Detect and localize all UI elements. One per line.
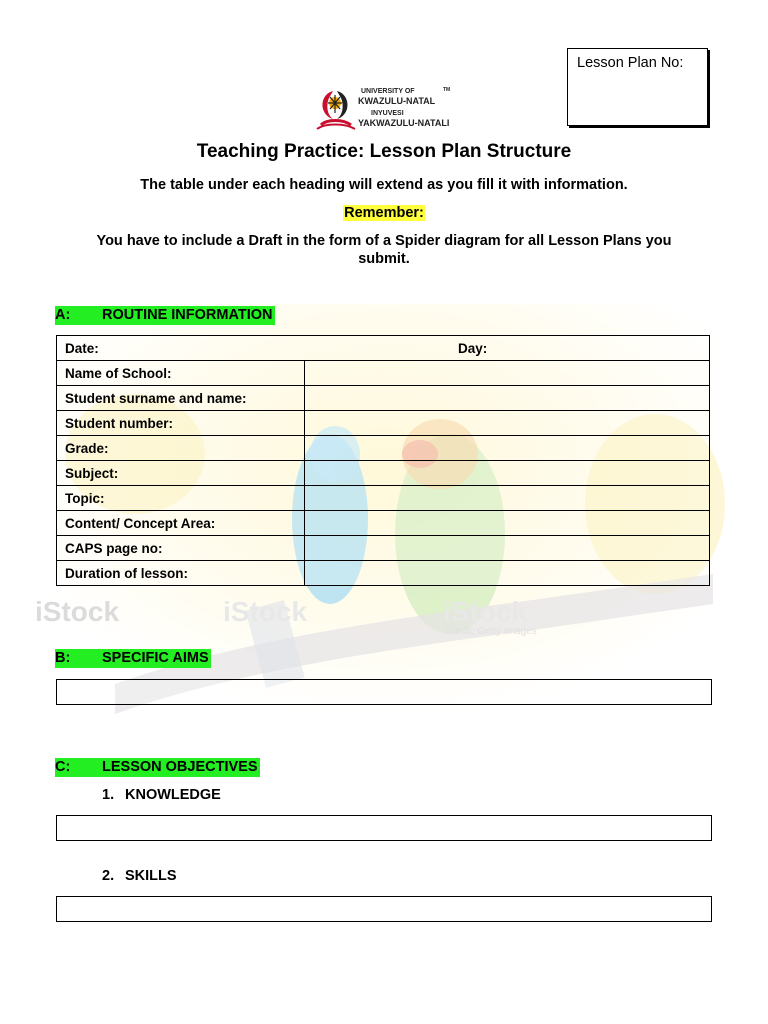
trademark-mark: TM: [443, 87, 451, 93]
date-day-cell[interactable]: [57, 336, 710, 361]
row-input-cell[interactable]: [305, 511, 710, 536]
university-logo: [315, 85, 455, 133]
lesson-plan-number-label: Lesson Plan No:: [577, 55, 684, 71]
logo-line-3: INYUVESI: [371, 110, 404, 117]
row-label: Student surname and name:: [57, 386, 305, 411]
remember-line: [0, 204, 768, 222]
objective-label: KNOWLEDGE: [125, 787, 221, 803]
section-b-title: SPECIFIC AIMS: [102, 650, 209, 666]
lesson-plan-number-box[interactable]: [567, 48, 708, 126]
row-label: Name of School:: [57, 361, 305, 386]
row-input-cell[interactable]: [305, 436, 710, 461]
table-row: [57, 511, 710, 536]
table-row: [57, 386, 710, 411]
row-label: Duration of lesson:: [57, 561, 305, 586]
instruction-text: You have to include a Draft in the form of a Spider diagram for all Lesson Plans you submit.: [96, 233, 672, 267]
row-label: Grade:: [57, 436, 305, 461]
section-b-letter: B:: [55, 650, 71, 666]
row-label: CAPS page no:: [57, 536, 305, 561]
page-title: Teaching Practice: Lesson Plan Structure: [196, 141, 572, 162]
section-c-letter: C:: [55, 759, 71, 775]
section-c-heading: [55, 758, 260, 777]
page-subtitle: The table under each heading will extend as you fill it with information.: [140, 177, 628, 193]
objective-number: 1.: [102, 787, 115, 803]
knowledge-box[interactable]: [56, 815, 712, 841]
university-crest-icon: [315, 85, 357, 133]
logo-line-2: KWAZULU-NATAL: [358, 96, 436, 106]
routine-information-table: [56, 335, 710, 586]
row-label: Topic:: [57, 486, 305, 511]
row-input-cell[interactable]: [305, 411, 710, 436]
objective-item-knowledge: [102, 787, 221, 803]
section-b-heading: [55, 649, 211, 668]
watermark-credit: Credit: Getty Images: [445, 626, 537, 637]
row-input-cell[interactable]: [305, 486, 710, 511]
row-input-cell[interactable]: [305, 361, 710, 386]
objective-item-skills: [102, 868, 177, 884]
section-a-letter: A:: [55, 307, 71, 323]
row-label: Content/ Concept Area:: [57, 511, 305, 536]
remember-label: Remember:: [344, 205, 424, 221]
row-input-cell[interactable]: [305, 561, 710, 586]
table-row-date: [57, 336, 710, 361]
watermark-text-3: iStock: [443, 596, 528, 627]
day-label: Day:: [458, 341, 488, 356]
row-input-cell[interactable]: [305, 536, 710, 561]
watermark-text-2: iStock: [223, 596, 308, 627]
section-a-heading: [55, 306, 275, 325]
table-row: [57, 486, 710, 511]
skills-box[interactable]: [56, 896, 712, 922]
watermark-text-1: iStock: [35, 596, 120, 627]
table-row: [57, 436, 710, 461]
specific-aims-box[interactable]: [56, 679, 712, 705]
objective-number: 2.: [102, 868, 115, 884]
table-row: [57, 561, 710, 586]
table-row: [57, 536, 710, 561]
table-row: [57, 361, 710, 386]
row-input-cell[interactable]: [305, 461, 710, 486]
section-a-title: ROUTINE INFORMATION: [102, 307, 273, 323]
logo-line-1: UNIVERSITY OF: [361, 88, 415, 95]
row-label: Student number:: [57, 411, 305, 436]
table-row: [57, 411, 710, 436]
section-c-title: LESSON OBJECTIVES: [102, 759, 258, 775]
table-row: [57, 461, 710, 486]
date-label: Date:: [65, 340, 99, 356]
logo-line-4: YAKWAZULU-NATALI: [358, 118, 450, 128]
row-label: Subject:: [57, 461, 305, 486]
row-input-cell[interactable]: [305, 386, 710, 411]
objective-label: SKILLS: [125, 868, 177, 884]
